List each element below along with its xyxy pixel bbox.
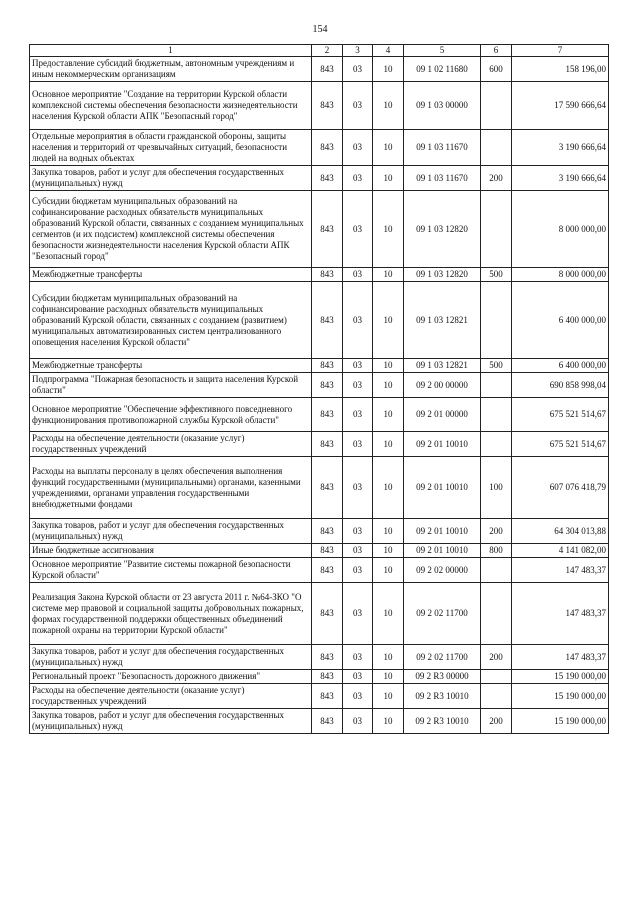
row-expense-type: 200 — [481, 645, 512, 670]
row-target-code: 09 2 R3 10010 — [404, 684, 481, 709]
table-row — [30, 82, 609, 130]
row-section-code: 03 — [343, 373, 373, 398]
row-target-code: 09 2 01 10010 — [404, 519, 481, 544]
row-target-code: 09 2 R3 10010 — [404, 709, 481, 734]
row-subsection-code: 10 — [373, 645, 404, 670]
column-header: 6 — [481, 45, 512, 57]
row-subsection-code: 10 — [373, 558, 404, 583]
row-name: Закупка товаров, работ и услуг для обеспечения государственных (муниципальных) нужд — [30, 519, 312, 544]
row-name: Основное мероприятие "Обеспечение эффективного повседневного функционирования противопожарной службы Курской области" — [30, 398, 312, 432]
row-subsection-code: 10 — [373, 398, 404, 432]
row-target-code: 09 1 03 12821 — [404, 359, 481, 373]
row-expense-type — [481, 684, 512, 709]
table-row — [30, 282, 609, 359]
row-amount: 6 400 000,00 — [512, 282, 609, 359]
page-number: 154 — [312, 24, 328, 35]
row-amount: 607 076 418,79 — [512, 457, 609, 519]
table-row — [30, 519, 609, 544]
row-amount: 690 858 998,04 — [512, 373, 609, 398]
table-row — [30, 191, 609, 268]
row-subsection-code: 10 — [373, 130, 404, 166]
row-subsection-code: 10 — [373, 373, 404, 398]
row-ministry-code: 843 — [312, 558, 343, 583]
row-subsection-code: 10 — [373, 432, 404, 457]
table-row — [30, 359, 609, 373]
row-section-code: 03 — [343, 282, 373, 359]
row-expense-type — [481, 191, 512, 268]
row-subsection-code: 10 — [373, 82, 404, 130]
column-header: 7 — [512, 45, 609, 57]
row-ministry-code: 843 — [312, 373, 343, 398]
row-ministry-code: 843 — [312, 519, 343, 544]
row-ministry-code: 843 — [312, 282, 343, 359]
row-target-code: 09 1 03 11670 — [404, 130, 481, 166]
row-target-code: 09 2 R3 00000 — [404, 670, 481, 684]
row-section-code: 03 — [343, 191, 373, 268]
row-ministry-code: 843 — [312, 268, 343, 282]
row-ministry-code: 843 — [312, 684, 343, 709]
row-amount: 675 521 514,67 — [512, 398, 609, 432]
row-name: Предоставление субсидий бюджетным, автономным учреждениям и иным некоммерческим организациям — [30, 57, 312, 82]
row-target-code: 09 2 01 10010 — [404, 544, 481, 558]
row-ministry-code: 843 — [312, 166, 343, 191]
table-row — [30, 558, 609, 583]
row-subsection-code: 10 — [373, 519, 404, 544]
table-row — [30, 268, 609, 282]
row-target-code: 09 1 03 12820 — [404, 268, 481, 282]
row-amount: 4 141 082,00 — [512, 544, 609, 558]
row-section-code: 03 — [343, 268, 373, 282]
row-expense-type — [481, 82, 512, 130]
row-expense-type: 800 — [481, 544, 512, 558]
row-name: Закупка товаров, работ и услуг для обеспечения государственных (муниципальных) нужд — [30, 709, 312, 734]
row-section-code: 03 — [343, 432, 373, 457]
row-subsection-code: 10 — [373, 709, 404, 734]
row-subsection-code: 10 — [373, 544, 404, 558]
row-ministry-code: 843 — [312, 398, 343, 432]
row-name: Субсидии бюджетам муниципальных образований на софинансирование расходных обязательств муниципальных образований Курской области, связанных с созданием муниципальных сегментов (и их подсистем) комплексной системы обеспечения безопасности жизнедеятельности населения Курской области АПК "Безопасный город" — [30, 191, 312, 268]
row-amount: 675 521 514,67 — [512, 432, 609, 457]
row-section-code: 03 — [343, 359, 373, 373]
budget-table — [29, 44, 609, 734]
row-expense-type: 600 — [481, 57, 512, 82]
row-ministry-code: 843 — [312, 359, 343, 373]
row-expense-type — [481, 583, 512, 645]
row-target-code: 09 2 02 11700 — [404, 583, 481, 645]
row-target-code: 09 1 03 00000 — [404, 82, 481, 130]
row-amount: 147 483,37 — [512, 645, 609, 670]
row-amount: 15 190 000,00 — [512, 684, 609, 709]
row-amount: 158 196,00 — [512, 57, 609, 82]
row-section-code: 03 — [343, 709, 373, 734]
column-header: 1 — [30, 45, 312, 57]
row-section-code: 03 — [343, 57, 373, 82]
table-row — [30, 670, 609, 684]
row-name: Иные бюджетные ассигнования — [30, 544, 312, 558]
row-target-code: 09 2 01 00000 — [404, 398, 481, 432]
row-section-code: 03 — [343, 130, 373, 166]
row-ministry-code: 843 — [312, 57, 343, 82]
row-name: Основное мероприятие "Создание на территории Курской области комплексной системы обеспечения безопасности жизнедеятельности населения Курской области АПК "Безопасный город" — [30, 82, 312, 130]
table-row — [30, 57, 609, 82]
table-row — [30, 457, 609, 519]
row-name: Закупка товаров, работ и услуг для обеспечения государственных (муниципальных) нужд — [30, 166, 312, 191]
row-amount: 64 304 013,88 — [512, 519, 609, 544]
row-amount: 3 190 666,64 — [512, 130, 609, 166]
row-section-code: 03 — [343, 583, 373, 645]
row-target-code: 09 2 02 00000 — [404, 558, 481, 583]
row-name: Основное мероприятие "Развитие системы пожарной безопасности Курской области" — [30, 558, 312, 583]
row-expense-type — [481, 398, 512, 432]
row-target-code: 09 1 03 12820 — [404, 191, 481, 268]
row-ministry-code: 843 — [312, 191, 343, 268]
row-ministry-code: 843 — [312, 457, 343, 519]
row-amount: 3 190 666,64 — [512, 166, 609, 191]
row-ministry-code: 843 — [312, 82, 343, 130]
row-name: Отдельные мероприятия в области гражданской обороны, защиты населения и территорий от чрезвычайных ситуаций, безопасности людей на водных объектах — [30, 130, 312, 166]
row-amount: 15 190 000,00 — [512, 709, 609, 734]
row-subsection-code: 10 — [373, 166, 404, 191]
row-name: Субсидии бюджетам муниципальных образований на софинансирование расходных обязательств муниципальных образований Курской области, связанных с созданием (развитием) муниципальных автоматизированных систем централизованного оповещения населения Курской области" — [30, 282, 312, 359]
row-subsection-code: 10 — [373, 191, 404, 268]
row-section-code: 03 — [343, 558, 373, 583]
row-section-code: 03 — [343, 684, 373, 709]
row-section-code: 03 — [343, 457, 373, 519]
row-section-code: 03 — [343, 645, 373, 670]
row-amount: 15 190 000,00 — [512, 670, 609, 684]
row-section-code: 03 — [343, 398, 373, 432]
table-row — [30, 398, 609, 432]
row-target-code: 09 2 01 10010 — [404, 432, 481, 457]
row-expense-type — [481, 130, 512, 166]
row-name: Межбюджетные трансферты — [30, 268, 312, 282]
row-section-code: 03 — [343, 670, 373, 684]
row-name: Региональный проект "Безопасность дорожного движения" — [30, 670, 312, 684]
row-ministry-code: 843 — [312, 544, 343, 558]
row-subsection-code: 10 — [373, 359, 404, 373]
row-expense-type — [481, 670, 512, 684]
table-row — [30, 544, 609, 558]
row-name: Закупка товаров, работ и услуг для обеспечения государственных (муниципальных) нужд — [30, 645, 312, 670]
table-row — [30, 684, 609, 709]
row-subsection-code: 10 — [373, 268, 404, 282]
row-name: Расходы на обеспечение деятельности (оказание услуг) государственных учреждений — [30, 684, 312, 709]
column-header: 4 — [373, 45, 404, 57]
row-name: Расходы на обеспечение деятельности (оказание услуг) государственных учреждений — [30, 432, 312, 457]
row-expense-type: 500 — [481, 268, 512, 282]
row-name: Межбюджетные трансферты — [30, 359, 312, 373]
row-amount: 17 590 666,64 — [512, 82, 609, 130]
row-expense-type — [481, 373, 512, 398]
row-expense-type — [481, 558, 512, 583]
row-target-code: 09 1 03 12821 — [404, 282, 481, 359]
row-ministry-code: 843 — [312, 583, 343, 645]
row-target-code: 09 2 01 10010 — [404, 457, 481, 519]
row-target-code: 09 2 02 11700 — [404, 645, 481, 670]
row-subsection-code: 10 — [373, 457, 404, 519]
row-amount: 147 483,37 — [512, 583, 609, 645]
column-header: 3 — [343, 45, 373, 57]
row-name: Реализация Закона Курской области от 23 августа 2011 г. №64-ЗКО "О системе мер правовой и социальной защиты добровольных пожарных, формах государственной поддержки общественных объединений пожарной охраны на территории Курской области" — [30, 583, 312, 645]
row-subsection-code: 10 — [373, 57, 404, 82]
row-ministry-code: 843 — [312, 709, 343, 734]
table-row — [30, 166, 609, 191]
row-amount: 8 000 000,00 — [512, 268, 609, 282]
row-target-code: 09 1 02 11680 — [404, 57, 481, 82]
row-expense-type: 200 — [481, 709, 512, 734]
row-target-code: 09 1 03 11670 — [404, 166, 481, 191]
row-section-code: 03 — [343, 166, 373, 191]
column-header: 2 — [312, 45, 343, 57]
row-amount: 8 000 000,00 — [512, 191, 609, 268]
row-ministry-code: 843 — [312, 432, 343, 457]
row-expense-type — [481, 432, 512, 457]
row-expense-type: 200 — [481, 166, 512, 191]
row-expense-type: 100 — [481, 457, 512, 519]
row-section-code: 03 — [343, 544, 373, 558]
row-ministry-code: 843 — [312, 670, 343, 684]
table-row — [30, 583, 609, 645]
row-expense-type — [481, 282, 512, 359]
row-expense-type: 500 — [481, 359, 512, 373]
table-row — [30, 373, 609, 398]
row-amount: 6 400 000,00 — [512, 359, 609, 373]
row-section-code: 03 — [343, 519, 373, 544]
row-target-code: 09 2 00 00000 — [404, 373, 481, 398]
row-amount: 147 483,37 — [512, 558, 609, 583]
table-row — [30, 709, 609, 734]
row-ministry-code: 843 — [312, 645, 343, 670]
row-subsection-code: 10 — [373, 583, 404, 645]
table-row — [30, 432, 609, 457]
row-expense-type: 200 — [481, 519, 512, 544]
row-section-code: 03 — [343, 82, 373, 130]
row-name: Подпрограмма "Пожарная безопасность и защита населения Курской области" — [30, 373, 312, 398]
row-name: Расходы на выплаты персоналу в целях обеспечения выполнения функций государственными (муниципальными) органами, казенными учреждениями, органами управления государственными внебюджетными фондами — [30, 457, 312, 519]
table-row — [30, 645, 609, 670]
row-subsection-code: 10 — [373, 282, 404, 359]
row-ministry-code: 843 — [312, 130, 343, 166]
column-header: 5 — [404, 45, 481, 57]
row-subsection-code: 10 — [373, 670, 404, 684]
header-row — [30, 45, 609, 57]
row-subsection-code: 10 — [373, 684, 404, 709]
table-row — [30, 130, 609, 166]
